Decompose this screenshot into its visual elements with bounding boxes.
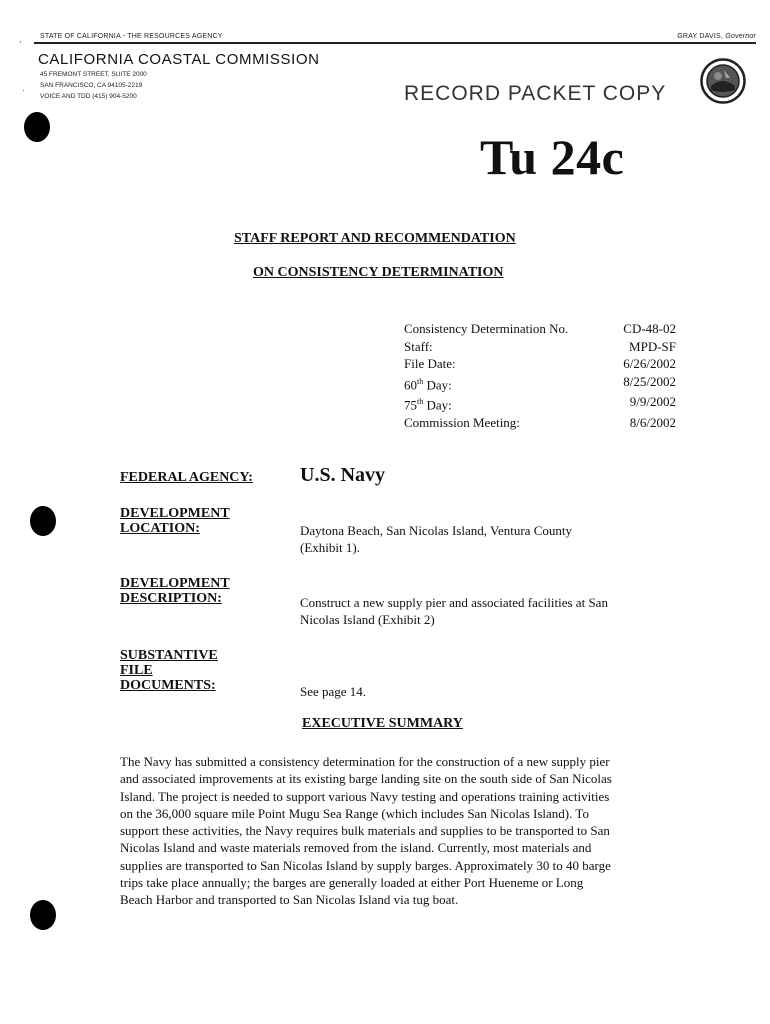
summary-line: and associated improvements at its existing barge landing site on the south side of San Nicolas: [120, 771, 612, 787]
meta-label: 60th Day:: [404, 376, 452, 392]
address-line: VOICE AND TDD (415) 904-5200: [40, 93, 137, 100]
meta-label: Consistency Determination No.: [404, 321, 569, 336]
meta-row: [404, 320, 676, 338]
meta-row: [404, 338, 676, 356]
summary-line: Beach Harbor and transported to San Nicolas Island via tug boat.: [120, 892, 459, 908]
meta-value: CD-48-02: [623, 321, 676, 336]
summary-line: supplies are transported to San Nicolas Island by supply barges. Approximately 30 to 40 barge: [120, 857, 611, 873]
punch-hole: [30, 506, 56, 536]
state-seal-icon: [700, 58, 746, 104]
address-line: 45 FREMONT STREET, SUITE 2000: [40, 71, 147, 78]
agency-line: STATE OF CALIFORNIA - THE RESOURCES AGENCY: [40, 33, 223, 40]
meta-row: [404, 393, 676, 414]
meta-label: File Date:: [404, 356, 456, 371]
governor-name: GRAY DAVIS,: [677, 33, 724, 40]
address-line: SAN FRANCISCO, CA 94105-2219: [40, 82, 143, 89]
description-value: Construct a new supply pier and associated facilities at San Nicolas Island (Exhibit 2): [300, 595, 608, 627]
report-subheading: ON CONSISTENCY DETERMINATION: [253, 265, 504, 280]
documents-value: See page 14.: [300, 684, 367, 699]
meta-value: MPD-SF: [629, 338, 676, 354]
commission-name: CALIFORNIA COASTAL COMMISSION: [38, 51, 320, 68]
federal-agency-label: FEDERAL AGENCY:: [120, 470, 253, 485]
meta-label: Staff:: [404, 338, 433, 354]
meta-value: 9/9/2002: [629, 394, 676, 410]
summary-line: The Navy has submitted a consistency determination for the construction of a new supply pier: [120, 754, 610, 769]
meta-row: [404, 373, 676, 394]
summary-line: on the 36,000 square mile Point Mugu Sea Range (which includes San Nicolas Island). To: [120, 805, 589, 821]
description-label: DEVELOPMENT DESCRIPTION:: [120, 576, 230, 606]
header-rule: [34, 42, 756, 44]
meta-value: 6/26/2002: [623, 356, 676, 371]
meta-value: 8/25/2002: [623, 373, 676, 389]
documents-label: SUBSTANTIVE FILE DOCUMENTS:: [120, 648, 218, 693]
report-heading: STAFF REPORT AND RECOMMENDATION: [234, 231, 516, 246]
margin-tick: ': [20, 40, 22, 49]
agenda-item-number: Tu 24c: [480, 129, 625, 185]
meta-label: 75th Day:: [404, 397, 452, 413]
summary-line: Island. The project is needed to support various Navy testing and operations training activities: [120, 788, 610, 804]
executive-summary-body: [120, 753, 710, 909]
location-label: DEVELOPMENT LOCATION:: [120, 506, 230, 536]
location-value: Daytona Beach, San Nicolas Island, Ventura County (Exhibit 1).: [300, 523, 572, 555]
meta-row: [404, 414, 676, 432]
punch-hole: [30, 900, 56, 930]
meta-row: [404, 355, 676, 373]
summary-line: support these activities, the Navy requires bulk materials and supplies to be transported to San: [120, 823, 610, 839]
governor-line: [677, 33, 756, 40]
punch-hole: [24, 112, 50, 142]
governor-title: Governor: [725, 33, 756, 40]
federal-agency-value: U.S. Navy: [300, 464, 386, 486]
summary-line: Nicolas Island and waste materials removed from the island. Currently, most materials and: [120, 840, 592, 856]
meta-table: [404, 320, 676, 432]
margin-tick: ·: [22, 86, 25, 95]
executive-summary-heading: EXECUTIVE SUMMARY: [302, 716, 463, 731]
summary-line: trips take place annually; the barges are generally loaded at either Port Hueneme or Long: [120, 875, 584, 891]
meta-value: 8/6/2002: [629, 415, 676, 431]
meta-label: Commission Meeting:: [404, 415, 520, 431]
record-stamp: RECORD PACKET COPY: [404, 82, 667, 105]
